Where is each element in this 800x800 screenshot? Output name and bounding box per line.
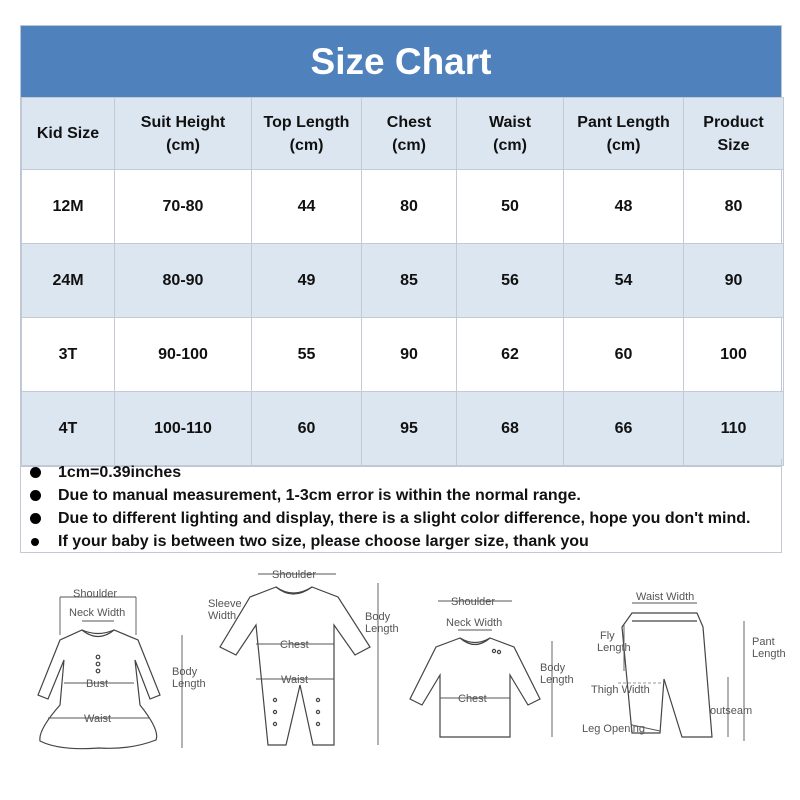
notes-list bbox=[20, 459, 782, 553]
table-cell: 54 bbox=[564, 244, 684, 318]
header-line: Pant Length bbox=[577, 113, 670, 131]
label-neck-width: Neck Width bbox=[446, 617, 503, 629]
bullet-icon bbox=[31, 538, 39, 546]
label-body-length: Length bbox=[540, 674, 574, 686]
label-shoulder: Shoulder bbox=[73, 588, 118, 600]
table-cell: 90-100 bbox=[115, 318, 252, 392]
column-header bbox=[115, 98, 252, 170]
column-header bbox=[362, 98, 457, 170]
table-cell: 49 bbox=[252, 244, 362, 318]
header-line: Waist bbox=[488, 113, 532, 131]
measurement-diagrams bbox=[0, 555, 800, 800]
label-leg-opening: Leg Opening bbox=[582, 723, 645, 735]
dress-diagram-icon bbox=[38, 588, 206, 749]
label-body-length: Length bbox=[365, 623, 399, 635]
note-text: Due to manual measurement, 1-3cm error is within the normal range. bbox=[58, 487, 581, 504]
top-diagram-icon bbox=[410, 596, 574, 737]
table-cell: 3T bbox=[22, 318, 115, 392]
label-body-length: Body bbox=[172, 666, 198, 678]
table-cell: 110 bbox=[684, 392, 784, 466]
table-cell: 60 bbox=[564, 318, 684, 392]
table-row bbox=[22, 170, 784, 244]
label-fly-length: Length bbox=[597, 642, 631, 654]
header-line: (cm) bbox=[606, 136, 641, 154]
bullet-icon bbox=[30, 513, 41, 524]
header-line: Chest bbox=[386, 113, 432, 131]
table-cell: 90 bbox=[362, 318, 457, 392]
column-header bbox=[564, 98, 684, 170]
header-line: (cm) bbox=[166, 136, 200, 154]
label-shoulder: Shoulder bbox=[272, 569, 317, 581]
header-line: Suit Height bbox=[140, 113, 226, 131]
note-item bbox=[21, 461, 781, 484]
label-waist: Waist bbox=[281, 674, 309, 686]
label-neck-width: Neck Width bbox=[69, 607, 126, 619]
label-outseam: outseam bbox=[710, 705, 753, 717]
table-cell: 66 bbox=[564, 392, 684, 466]
table-cell: 85 bbox=[362, 244, 457, 318]
table-cell: 95 bbox=[362, 392, 457, 466]
header-line: (cm) bbox=[493, 136, 527, 154]
header-line: Kid Size bbox=[36, 125, 100, 142]
size-table bbox=[21, 97, 784, 466]
header-line: (cm) bbox=[392, 136, 426, 154]
pants-diagram-icon bbox=[582, 591, 786, 741]
bullet-icon bbox=[30, 490, 41, 501]
header-line: Top Length bbox=[263, 113, 350, 131]
note-text: If your baby is between two size, please choose larger size, thank you bbox=[58, 533, 589, 550]
label-pant-length: Length bbox=[752, 648, 786, 660]
table-cell: 80 bbox=[684, 170, 784, 244]
label-body-length: Body bbox=[365, 611, 391, 623]
table-cell: 24M bbox=[22, 244, 115, 318]
table-cell: 100 bbox=[684, 318, 784, 392]
table-cell: 4T bbox=[22, 392, 115, 466]
table-row bbox=[22, 392, 784, 466]
label-pant-length: Pant bbox=[752, 636, 775, 648]
table-body bbox=[22, 170, 784, 466]
label-fly-length: Fly bbox=[600, 630, 615, 642]
table-cell: 62 bbox=[457, 318, 564, 392]
label-shoulder: Shoulder bbox=[451, 596, 496, 608]
label-chest: Chest bbox=[458, 693, 487, 705]
table-cell: 70-80 bbox=[115, 170, 252, 244]
table-cell: 60 bbox=[252, 392, 362, 466]
header-line: (cm) bbox=[289, 136, 324, 154]
label-body-length: Body bbox=[540, 662, 566, 674]
label-chest: Chest bbox=[280, 639, 309, 651]
column-header bbox=[252, 98, 362, 170]
label-waist: Waist bbox=[84, 713, 112, 725]
table-cell: 55 bbox=[252, 318, 362, 392]
table-row bbox=[22, 244, 784, 318]
header-row bbox=[22, 98, 784, 170]
label-body-length: Length bbox=[172, 678, 206, 690]
table-cell: 80-90 bbox=[115, 244, 252, 318]
note-text: Due to different lighting and display, there is a slight color difference, hope you don't mind. bbox=[58, 510, 751, 527]
label-sleeve-width: Sleeve bbox=[208, 598, 242, 610]
header-line: Size bbox=[717, 136, 750, 154]
table-cell: 12M bbox=[22, 170, 115, 244]
column-header bbox=[457, 98, 564, 170]
column-header bbox=[22, 98, 115, 170]
note-item bbox=[21, 507, 781, 530]
table-cell: 48 bbox=[564, 170, 684, 244]
size-chart bbox=[20, 25, 782, 467]
table-cell: 100-110 bbox=[115, 392, 252, 466]
note-text: 1cm=0.39inches bbox=[58, 464, 182, 481]
table-cell: 80 bbox=[362, 170, 457, 244]
romper-diagram-icon bbox=[208, 569, 399, 745]
note-item bbox=[21, 530, 781, 553]
table-cell: 56 bbox=[457, 244, 564, 318]
column-header bbox=[684, 98, 784, 170]
table-cell: 68 bbox=[457, 392, 564, 466]
table-cell: 90 bbox=[684, 244, 784, 318]
table-row bbox=[22, 318, 784, 392]
note-item bbox=[21, 484, 781, 507]
label-thigh-width: Thigh Width bbox=[591, 684, 650, 696]
bullet-icon bbox=[30, 467, 41, 478]
chart-title: Size Chart bbox=[21, 26, 781, 97]
table-cell: 44 bbox=[252, 170, 362, 244]
header-line: Product bbox=[703, 113, 764, 131]
label-bust: Bust bbox=[86, 678, 109, 690]
label-waist-width: Waist Width bbox=[636, 591, 695, 603]
label-sleeve-width: Width bbox=[208, 610, 237, 622]
table-cell: 50 bbox=[457, 170, 564, 244]
